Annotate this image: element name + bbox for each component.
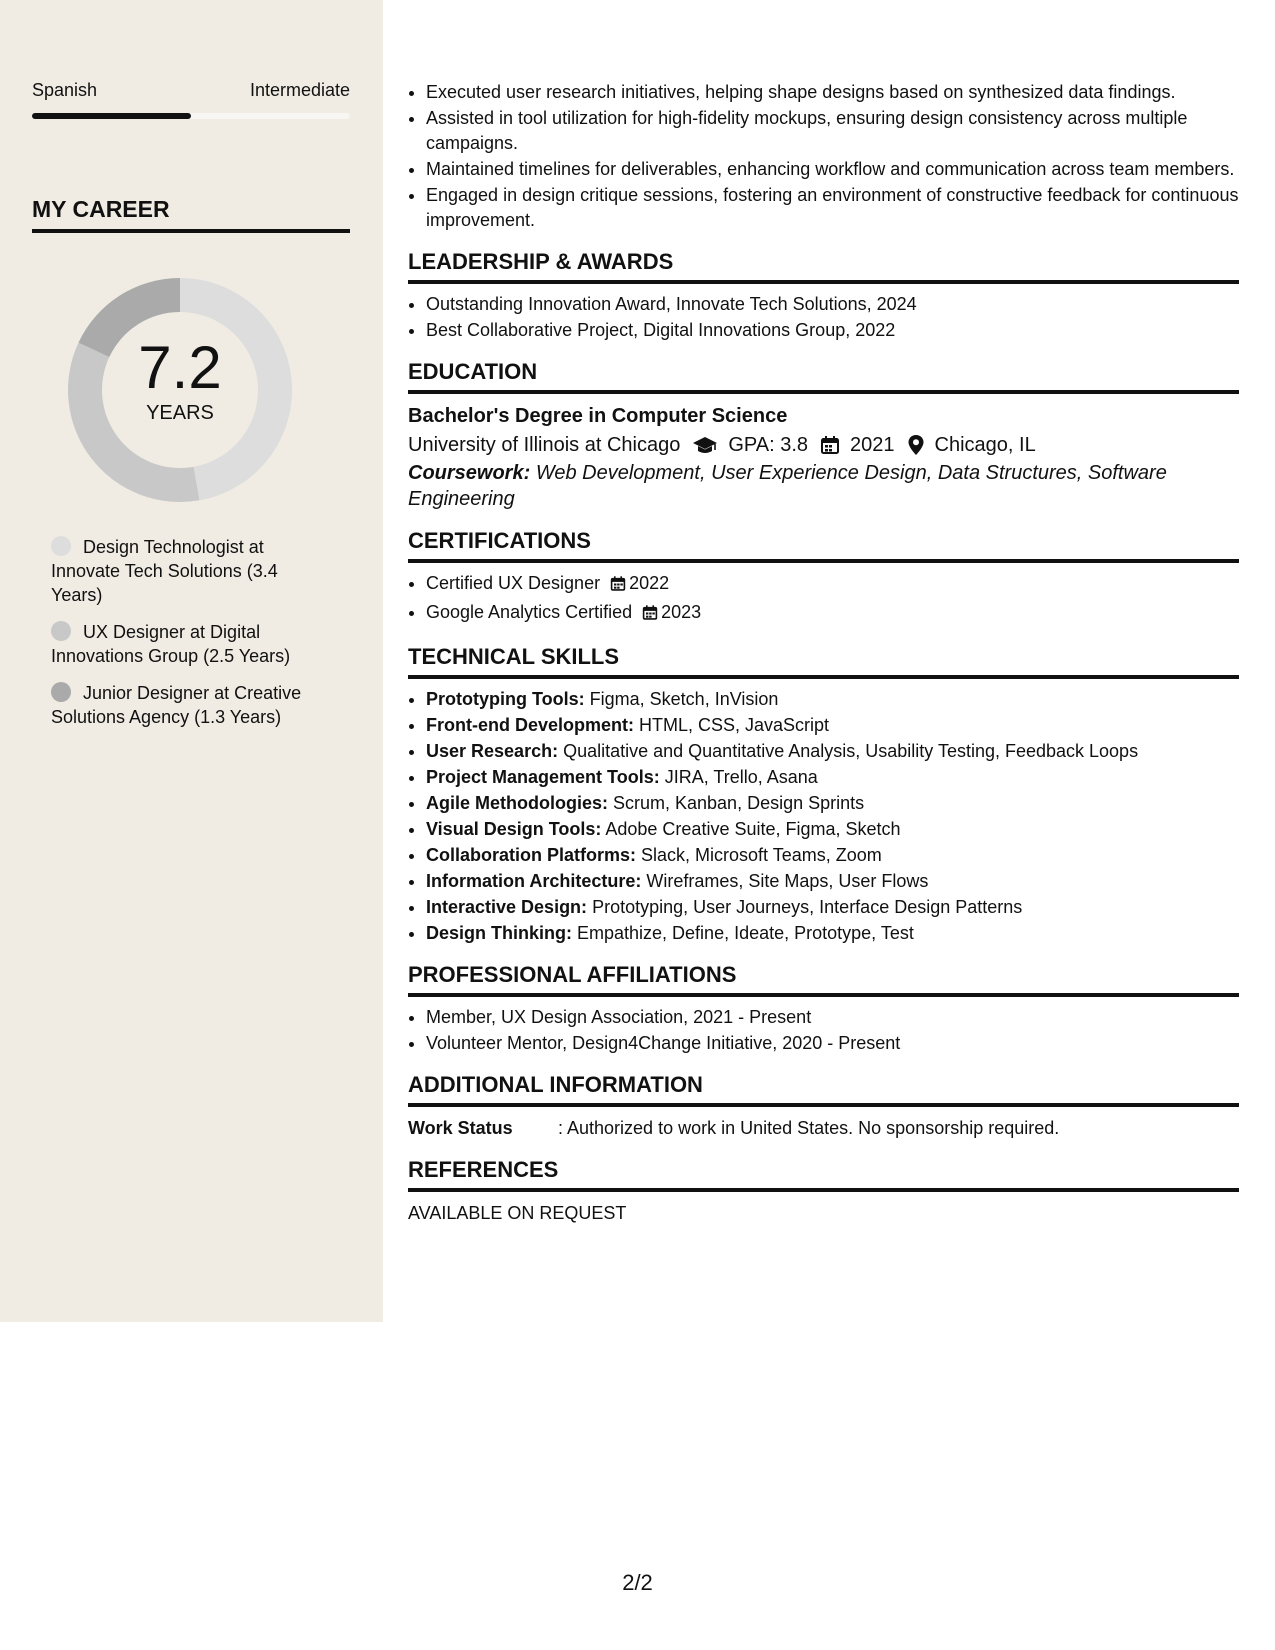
- school-name: University of Illinois at Chicago: [408, 434, 681, 456]
- main-content: [408, 80, 1239, 1226]
- skill-value: Prototyping, User Journeys, Interface Design Patterns: [587, 897, 1023, 917]
- affiliation-item: • Volunteer Mentor, Design4Change Initiative, 2020 - Present: [426, 1031, 1239, 1056]
- career-donut-chart: [60, 270, 300, 510]
- career-legend-item: [51, 681, 321, 729]
- skill-item: [426, 739, 1239, 764]
- skill-value: Qualitative and Quantitative Analysis, Usability Testing, Feedback Loops: [558, 741, 1139, 761]
- affiliations-heading: PROFESSIONAL AFFILIATIONS: [408, 962, 1239, 997]
- legend-dot: [51, 621, 71, 641]
- coursework-label: Coursework:: [408, 462, 531, 484]
- sidebar: [0, 0, 383, 1322]
- certifications-list: [408, 571, 1239, 628]
- career-legend-item: [51, 620, 321, 668]
- skill-item: [426, 817, 1239, 842]
- work-status-label: Work Status: [408, 1118, 513, 1138]
- skill-label: Information Architecture:: [426, 871, 642, 891]
- language-proficiency-fill: [32, 113, 191, 119]
- awards-heading: LEADERSHIP & AWARDS: [408, 249, 1239, 284]
- skill-label: Agile Methodologies:: [426, 793, 608, 813]
- career-legend-item: [51, 535, 321, 607]
- certification-year: 2023: [661, 602, 702, 622]
- graduation-cap-icon: [692, 435, 718, 455]
- certification-item: [426, 600, 1239, 628]
- skill-value: HTML, CSS, JavaScript: [634, 715, 830, 735]
- calendar-icon: [820, 435, 840, 455]
- coursework-value: Web Development, User Experience Design, Data Structures, Software Engineering: [408, 462, 1167, 510]
- career-legend-label: Junior Designer at Creative Solutions Agency (1.3 Years): [51, 683, 302, 727]
- skill-item: [426, 713, 1239, 738]
- certification-item: [426, 571, 1239, 599]
- references-text: AVAILABLE ON REQUEST: [408, 1203, 627, 1223]
- graduation-year: 2021: [850, 434, 895, 456]
- coursework: [408, 460, 1239, 512]
- career-total-value: 7.2: [138, 334, 222, 401]
- degree-title: Bachelor's Degree in Computer Science: [408, 405, 788, 427]
- certification-year: 2022: [629, 573, 670, 593]
- certifications-heading: CERTIFICATIONS: [408, 528, 1239, 563]
- skill-label: Project Management Tools:: [426, 767, 660, 787]
- language-proficiency-bar: [32, 113, 350, 119]
- career-legend-label: Design Technologist at Innovate Tech Solutions (3.4 Years): [51, 537, 278, 605]
- experience-item: • Executed user research initiatives, helping shape designs based on synthesized data findings.: [426, 80, 1239, 105]
- calendar-icon: [610, 574, 626, 599]
- skill-item: [426, 843, 1239, 868]
- skill-value: Wireframes, Site Maps, User Flows: [641, 871, 929, 891]
- award-item: • Outstanding Innovation Award, Innovate Tech Solutions, 2024: [426, 292, 1239, 317]
- references-heading: REFERENCES: [408, 1157, 1239, 1192]
- experience-item: • Maintained timelines for deliverables, enhancing workflow and communication across team members.: [426, 157, 1239, 182]
- skill-value: Adobe Creative Suite, Figma, Sketch: [601, 819, 901, 839]
- skill-item: [426, 765, 1239, 790]
- location-pin-icon: [907, 434, 925, 456]
- skill-item: [426, 869, 1239, 894]
- work-status-value: : Authorized to work in United States. No sponsorship required.: [558, 1118, 1060, 1138]
- page-number: 2/2: [622, 1570, 653, 1595]
- career-total-unit: YEARS: [146, 402, 214, 424]
- skill-label: User Research:: [426, 741, 559, 761]
- experience-item: • Engaged in design critique sessions, fostering an environment of constructive feedback for continuous improvement.: [426, 183, 1239, 233]
- skill-item: [426, 687, 1239, 712]
- skills-list: [408, 687, 1239, 946]
- work-status: [408, 1115, 1239, 1141]
- certification-name: Google Analytics Certified: [426, 602, 633, 622]
- skill-item: [426, 921, 1239, 946]
- skill-item: [426, 791, 1239, 816]
- affiliation-item: • Member, UX Design Association, 2021 - Present: [426, 1005, 1239, 1030]
- language-row: [32, 80, 350, 101]
- experience-item: • Assisted in tool utilization for high-fidelity mockups, ensuring design consistency across multiple campaigns.: [426, 106, 1239, 156]
- career-legend: [51, 535, 321, 742]
- award-item: • Best Collaborative Project, Digital Innovations Group, 2022: [426, 318, 1239, 343]
- skill-label: Design Thinking:: [426, 923, 572, 943]
- career-heading: MY CAREER: [32, 196, 350, 233]
- education-heading: EDUCATION: [408, 359, 1239, 394]
- skill-value: JIRA, Trello, Asana: [659, 767, 818, 787]
- awards-list: [408, 292, 1239, 343]
- legend-dot: [51, 682, 71, 702]
- skill-value: Scrum, Kanban, Design Sprints: [608, 793, 865, 813]
- education-details: [408, 430, 1239, 460]
- skill-value: Figma, Sketch, InVision: [584, 689, 779, 709]
- school-location: Chicago, IL: [934, 434, 1036, 456]
- skills-heading: TECHNICAL SKILLS: [408, 644, 1239, 679]
- affiliations-list: [408, 1005, 1239, 1056]
- legend-dot: [51, 536, 71, 556]
- calendar-icon: [642, 603, 658, 628]
- career-legend-label: UX Designer at Digital Innovations Group (2.5 Years): [51, 622, 291, 666]
- language-name: Spanish: [32, 80, 98, 100]
- skill-value: Slack, Microsoft Teams, Zoom: [636, 845, 882, 865]
- skill-label: Visual Design Tools:: [426, 819, 602, 839]
- language-level: Intermediate: [249, 80, 350, 100]
- skill-value: Empathize, Define, Ideate, Prototype, Test: [572, 923, 914, 943]
- experience-bullets: [408, 80, 1239, 233]
- skill-label: Collaboration Platforms:: [426, 845, 637, 865]
- skill-label: Interactive Design:: [426, 897, 588, 917]
- gpa: GPA: 3.8: [728, 434, 809, 456]
- skill-item: [426, 895, 1239, 920]
- skill-label: Prototyping Tools:: [426, 689, 585, 709]
- additional-heading: ADDITIONAL INFORMATION: [408, 1072, 1239, 1107]
- skill-label: Front-end Development:: [426, 715, 635, 735]
- certification-name: Certified UX Designer: [426, 573, 601, 593]
